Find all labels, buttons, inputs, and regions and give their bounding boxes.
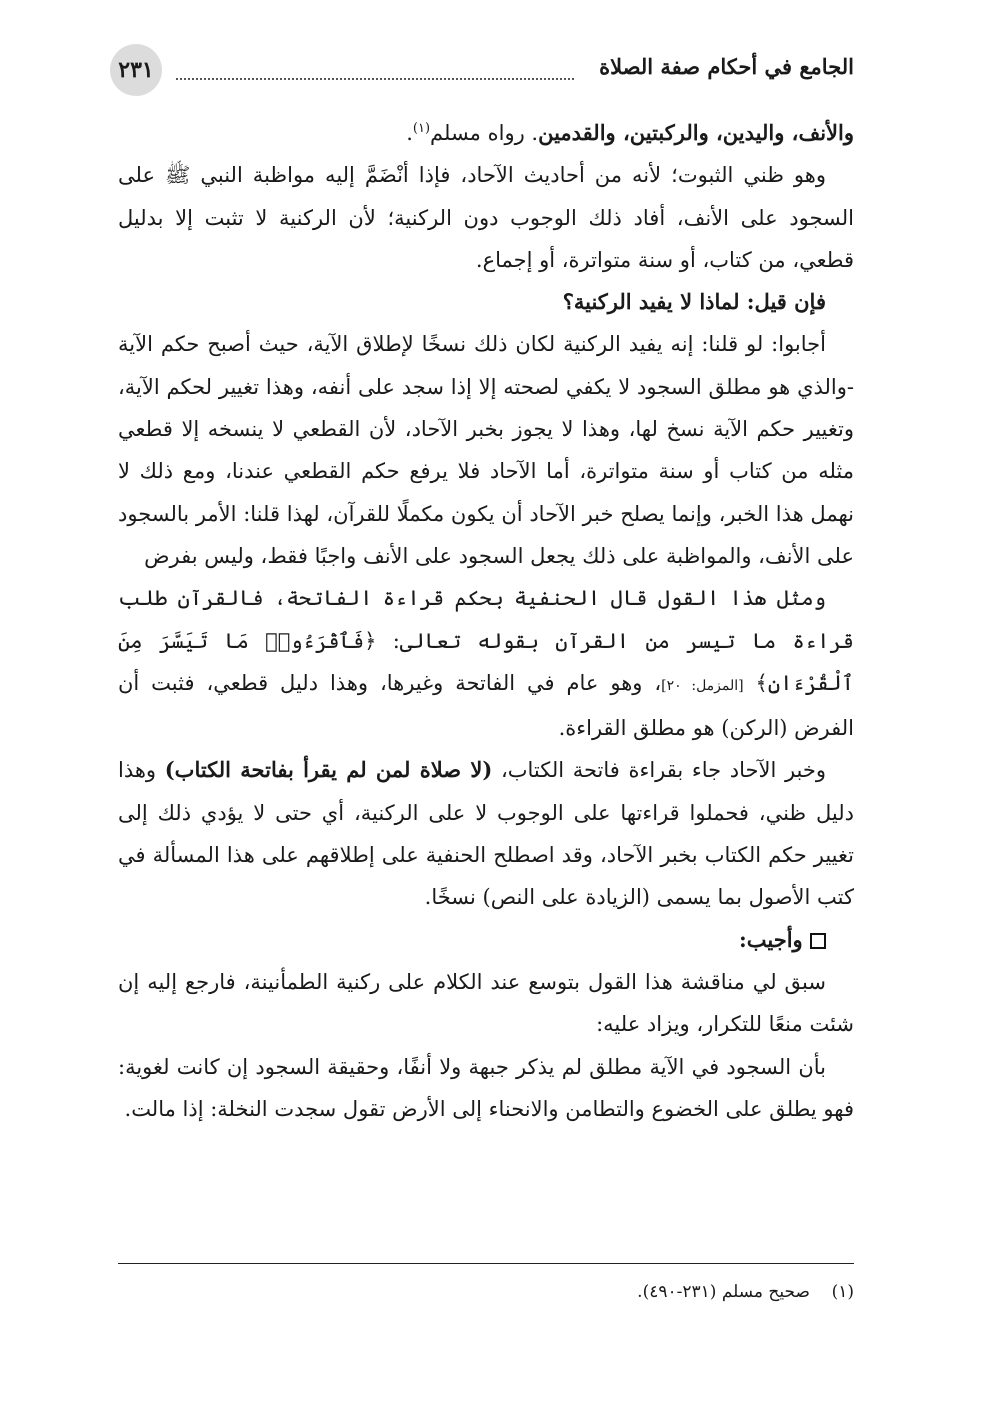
footnote-1: [118, 1278, 854, 1306]
paragraph-1-end: .: [406, 121, 413, 145]
footnote-text: صحيح مسلم (٢٣١-٤٩٠).: [637, 1282, 810, 1302]
header-dotted-leader: [176, 78, 574, 80]
answer-heading-label: وأجيب:: [739, 926, 803, 952]
paragraph-8: سبق لي مناقشة هذا القول بتوسع عند الكلام على ركنية الطمأنينة، فارجع إليه إن شئت منعًا للتكرار، ويزاد عليه:: [118, 969, 854, 1037]
footnote-separator: [118, 1263, 854, 1264]
paragraph-4: أجابوا: لو قلنا: إنه يفيد الركنية لكان ذلك نسخًا لإطلاق الآية، حيث أصبح حكم الآية -والذي هو مطلق السجود لا يكفي لصحته إلا إذا سجد على أنفه، وهذا تغيير لحكم الآية، وتغيير حكم الآية نسخ لها، وهذا لا يجوز بخبر الآحاد، لأن القطعي لا ينسخه إلا قطعي مثله من كتاب أو سنة متواترة، أما الآحاد فلا يرفع حكم القطعي عندنا، ومع ذلك لا نهمل هذا الخبر، وإنما يصلح خبر الآحاد أن يكون مكملًا للقرآن، لهذا قلنا: الأمر بالسجود على الأنف، والمواظبة على ذلك يجعل السجود على الأنف واجبًا فقط، وليس بفرض: [118, 332, 854, 568]
main-text: [118, 112, 854, 1130]
question-heading: فإن قيل: لماذا لا يفيد الركنية؟: [562, 289, 826, 315]
paragraph-5-part-b: ، وهو عام في الفاتحة وغيرها، وهذا دليل قطعي، فثبت أن الفرض (الركن) هو مطلق القراءة.: [118, 670, 854, 741]
page-header: [110, 44, 854, 100]
running-title: الجامع في أحكام صفة الصلاة: [599, 54, 854, 79]
paragraph-5: [118, 577, 854, 749]
answer-heading: [118, 919, 854, 961]
paragraph-9: بأن السجود في الآية مطلق لم يذكر جبهة ولا أنفًا، وحقيقة السجود إن كانت لغوية: فهو يطلق على الخضوع والتطامن والانحناء إلى الأرض تقول سجدت النخلة: إذا مالت.: [118, 1054, 854, 1121]
footnote-number: (١): [831, 1282, 854, 1302]
checkbox-square-icon: [810, 933, 826, 949]
footnote-ref-1[interactable]: (١): [412, 121, 431, 136]
hadith-limbs-text: والأنف، واليدين، والركبتين، والقدمين: [538, 120, 854, 145]
paragraph-1: [118, 112, 854, 154]
paragraph-5-part-a: ومثل هذا القول قال الحنفية بحكم قراءة الفاتحة، فالقرآن طلب قراءة ما تيسر من القرآن بقوله تعالى: ﴿فَٱقْرَءُوا۟ مَا تَيَسَّرَ مِنَ ٱلْقُرْءَانِ﴾: [118, 586, 854, 695]
paragraph-6-part-a: وخبر الآحاد جاء بقراءة فاتحة الكتاب،: [492, 758, 827, 783]
paragraph-1-rest: . رواه مسلم: [430, 121, 539, 145]
paragraph-6: [118, 749, 854, 918]
quran-citation: [المزمل: ٢٠]: [661, 677, 744, 694]
paragraph-2: وهو ظني الثبوت؛ لأنه من أحاديث الآحاد، فإذا أنْضَمَّ إليه مواظبة النبي ﷺ على السجود على الأنف، أفاد ذلك الوجوب دون الركنية؛ لأن الركنية لا تثبت إلا بدليل قطعي، من كتاب، أو سنة متواترة، أو إجماع.: [118, 163, 854, 272]
hadith-fatiha-text: (لا صلاة لمن لم يقرأ بفاتحة الكتاب): [164, 757, 493, 783]
page-number-badge: ٢٣١: [110, 44, 162, 96]
paragraph-6-part-b: وهذا دليل ظني، فحملوا قراءتها على الوجوب لا على الركنية، أي حتى لا يؤدي ذلك إلى تغيير حكم الكتاب بخبر الآحاد، وقد اصطلح الحنفية على إطلاقهم على هذا المسألة في كتب الأصول بما يسمى (الزيادة على النص) نسخًا.: [118, 758, 854, 910]
